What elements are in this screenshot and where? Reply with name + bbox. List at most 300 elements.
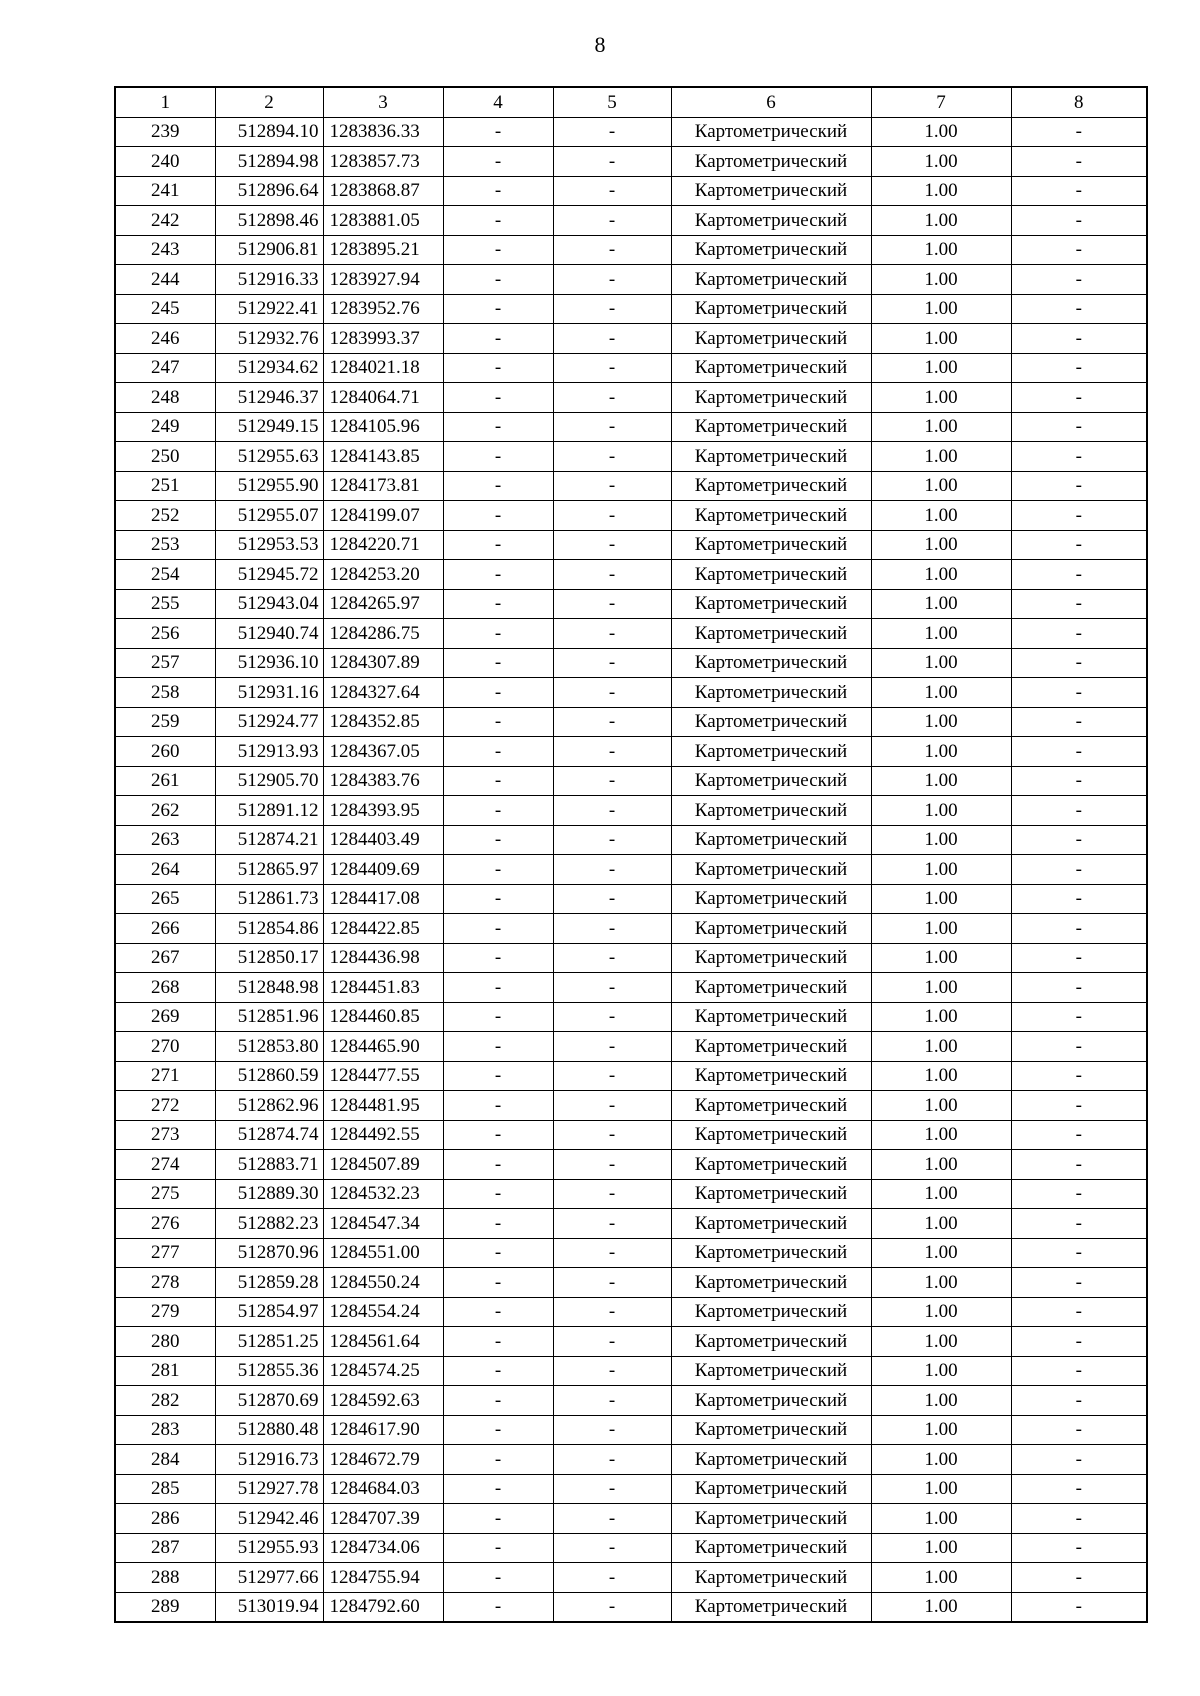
point-number-cell: 277 [115, 1238, 215, 1268]
column-8-cell: - [1011, 707, 1147, 737]
column-8-cell: - [1011, 914, 1147, 944]
column-5-cell: - [553, 1238, 671, 1268]
table-row [115, 1091, 1147, 1121]
table-row [115, 648, 1147, 678]
column-5-cell: - [553, 884, 671, 914]
column-5-cell: - [553, 471, 671, 501]
x-coordinate-cell: 512916.73 [215, 1445, 323, 1475]
column-5-cell: - [553, 176, 671, 206]
table-row [115, 1179, 1147, 1209]
table-row [115, 914, 1147, 944]
point-number-cell: 250 [115, 442, 215, 472]
y-coordinate-cell: 1283836.33 [323, 117, 443, 147]
x-coordinate-cell: 512870.69 [215, 1386, 323, 1416]
accuracy-cell: 1.00 [871, 117, 1011, 147]
y-coordinate-cell: 1284253.20 [323, 560, 443, 590]
point-number-cell: 246 [115, 324, 215, 354]
column-4-cell: - [443, 501, 553, 531]
column-4-cell: - [443, 825, 553, 855]
method-cell: Картометрический [671, 1061, 871, 1091]
method-cell: Картометрический [671, 1327, 871, 1357]
column-5-cell: - [553, 1268, 671, 1298]
y-coordinate-cell: 1284617.90 [323, 1415, 443, 1445]
y-coordinate-cell: 1283868.87 [323, 176, 443, 206]
x-coordinate-cell: 512940.74 [215, 619, 323, 649]
x-coordinate-cell: 512977.66 [215, 1563, 323, 1593]
column-header: 1 [115, 87, 215, 117]
accuracy-cell: 1.00 [871, 1327, 1011, 1357]
y-coordinate-cell: 1284286.75 [323, 619, 443, 649]
y-coordinate-cell: 1284551.00 [323, 1238, 443, 1268]
method-cell: Картометрический [671, 1091, 871, 1121]
column-8-cell: - [1011, 1592, 1147, 1622]
accuracy-cell: 1.00 [871, 501, 1011, 531]
column-8-cell: - [1011, 1091, 1147, 1121]
column-5-cell: - [553, 648, 671, 678]
accuracy-cell: 1.00 [871, 884, 1011, 914]
table-row [115, 383, 1147, 413]
table-row [115, 1150, 1147, 1180]
method-cell: Картометрический [671, 619, 871, 649]
table-row [115, 678, 1147, 708]
point-number-cell: 276 [115, 1209, 215, 1239]
method-cell: Картометрический [671, 501, 871, 531]
column-header: 5 [553, 87, 671, 117]
y-coordinate-cell: 1284417.08 [323, 884, 443, 914]
method-cell: Картометрический [671, 884, 871, 914]
x-coordinate-cell: 512924.77 [215, 707, 323, 737]
point-number-cell: 267 [115, 943, 215, 973]
accuracy-cell: 1.00 [871, 412, 1011, 442]
y-coordinate-cell: 1284105.96 [323, 412, 443, 442]
point-number-cell: 243 [115, 235, 215, 265]
column-8-cell: - [1011, 589, 1147, 619]
accuracy-cell: 1.00 [871, 471, 1011, 501]
column-4-cell: - [443, 884, 553, 914]
accuracy-cell: 1.00 [871, 1592, 1011, 1622]
method-cell: Картометрический [671, 1209, 871, 1239]
y-coordinate-cell: 1283927.94 [323, 265, 443, 295]
method-cell: Картометрический [671, 147, 871, 177]
accuracy-cell: 1.00 [871, 1268, 1011, 1298]
column-8-cell: - [1011, 1474, 1147, 1504]
method-cell: Картометрический [671, 1002, 871, 1032]
table-row [115, 1415, 1147, 1445]
point-number-cell: 244 [115, 265, 215, 295]
point-number-cell: 251 [115, 471, 215, 501]
accuracy-cell: 1.00 [871, 530, 1011, 560]
column-header: 3 [323, 87, 443, 117]
y-coordinate-cell: 1284460.85 [323, 1002, 443, 1032]
table-row [115, 1563, 1147, 1593]
accuracy-cell: 1.00 [871, 1238, 1011, 1268]
column-8-cell: - [1011, 1415, 1147, 1445]
column-header: 4 [443, 87, 553, 117]
y-coordinate-cell: 1284352.85 [323, 707, 443, 737]
point-number-cell: 253 [115, 530, 215, 560]
point-number-cell: 279 [115, 1297, 215, 1327]
table-row [115, 1268, 1147, 1298]
accuracy-cell: 1.00 [871, 383, 1011, 413]
table-row [115, 1445, 1147, 1475]
column-5-cell: - [553, 1592, 671, 1622]
accuracy-cell: 1.00 [871, 294, 1011, 324]
method-cell: Картометрический [671, 1386, 871, 1416]
method-cell: Картометрический [671, 412, 871, 442]
column-8-cell: - [1011, 1504, 1147, 1534]
method-cell: Картометрический [671, 1563, 871, 1593]
column-5-cell: - [553, 1386, 671, 1416]
method-cell: Картометрический [671, 1179, 871, 1209]
y-coordinate-cell: 1284561.64 [323, 1327, 443, 1357]
accuracy-cell: 1.00 [871, 973, 1011, 1003]
table-row [115, 707, 1147, 737]
table-row [115, 589, 1147, 619]
method-cell: Картометрический [671, 1445, 871, 1475]
method-cell: Картометрический [671, 1415, 871, 1445]
column-8-cell: - [1011, 1209, 1147, 1239]
method-cell: Картометрический [671, 383, 871, 413]
column-8-cell: - [1011, 796, 1147, 826]
x-coordinate-cell: 512862.96 [215, 1091, 323, 1121]
column-8-cell: - [1011, 737, 1147, 767]
y-coordinate-cell: 1283895.21 [323, 235, 443, 265]
x-coordinate-cell: 512906.81 [215, 235, 323, 265]
point-number-cell: 239 [115, 117, 215, 147]
y-coordinate-cell: 1284383.76 [323, 766, 443, 796]
x-coordinate-cell: 512853.80 [215, 1032, 323, 1062]
method-cell: Картометрический [671, 1297, 871, 1327]
column-5-cell: - [553, 1533, 671, 1563]
column-5-cell: - [553, 1002, 671, 1032]
x-coordinate-cell: 512945.72 [215, 560, 323, 590]
column-8-cell: - [1011, 1268, 1147, 1298]
column-5-cell: - [553, 1091, 671, 1121]
column-4-cell: - [443, 1002, 553, 1032]
y-coordinate-cell: 1284755.94 [323, 1563, 443, 1593]
x-coordinate-cell: 512922.41 [215, 294, 323, 324]
column-4-cell: - [443, 147, 553, 177]
x-coordinate-cell: 512883.71 [215, 1150, 323, 1180]
accuracy-cell: 1.00 [871, 1061, 1011, 1091]
point-number-cell: 271 [115, 1061, 215, 1091]
accuracy-cell: 1.00 [871, 1209, 1011, 1239]
column-4-cell: - [443, 471, 553, 501]
column-4-cell: - [443, 796, 553, 826]
table-row [115, 1002, 1147, 1032]
column-5-cell: - [553, 383, 671, 413]
table-row [115, 1386, 1147, 1416]
column-4-cell: - [443, 1592, 553, 1622]
point-number-cell: 252 [115, 501, 215, 531]
accuracy-cell: 1.00 [871, 235, 1011, 265]
column-4-cell: - [443, 1150, 553, 1180]
method-cell: Картометрический [671, 206, 871, 236]
point-number-cell: 269 [115, 1002, 215, 1032]
y-coordinate-cell: 1284684.03 [323, 1474, 443, 1504]
point-number-cell: 289 [115, 1592, 215, 1622]
column-4-cell: - [443, 1179, 553, 1209]
column-4-cell: - [443, 648, 553, 678]
point-number-cell: 288 [115, 1563, 215, 1593]
column-5-cell: - [553, 1150, 671, 1180]
column-4-cell: - [443, 914, 553, 944]
y-coordinate-cell: 1284393.95 [323, 796, 443, 826]
column-5-cell: - [553, 855, 671, 885]
column-8-cell: - [1011, 324, 1147, 354]
method-cell: Картометрический [671, 1120, 871, 1150]
table-row [115, 353, 1147, 383]
column-5-cell: - [553, 206, 671, 236]
x-coordinate-cell: 512882.23 [215, 1209, 323, 1239]
y-coordinate-cell: 1284021.18 [323, 353, 443, 383]
column-4-cell: - [443, 1474, 553, 1504]
table-row [115, 1238, 1147, 1268]
column-5-cell: - [553, 412, 671, 442]
column-4-cell: - [443, 560, 553, 590]
accuracy-cell: 1.00 [871, 1179, 1011, 1209]
point-number-cell: 265 [115, 884, 215, 914]
table-row [115, 412, 1147, 442]
column-5-cell: - [553, 943, 671, 973]
point-number-cell: 256 [115, 619, 215, 649]
method-cell: Картометрический [671, 442, 871, 472]
point-number-cell: 280 [115, 1327, 215, 1357]
method-cell: Картометрический [671, 648, 871, 678]
table-row [115, 1120, 1147, 1150]
point-number-cell: 254 [115, 560, 215, 590]
y-coordinate-cell: 1284550.24 [323, 1268, 443, 1298]
column-8-cell: - [1011, 678, 1147, 708]
x-coordinate-cell: 512854.97 [215, 1297, 323, 1327]
x-coordinate-cell: 512850.17 [215, 943, 323, 973]
table-row [115, 265, 1147, 295]
column-4-cell: - [443, 1327, 553, 1357]
column-8-cell: - [1011, 1356, 1147, 1386]
x-coordinate-cell: 512851.96 [215, 1002, 323, 1032]
table-row [115, 855, 1147, 885]
column-5-cell: - [553, 1179, 671, 1209]
column-8-cell: - [1011, 501, 1147, 531]
column-4-cell: - [443, 1563, 553, 1593]
point-number-cell: 278 [115, 1268, 215, 1298]
column-8-cell: - [1011, 560, 1147, 590]
column-4-cell: - [443, 1061, 553, 1091]
table-row [115, 294, 1147, 324]
y-coordinate-cell: 1283952.76 [323, 294, 443, 324]
table-row [115, 1356, 1147, 1386]
method-cell: Картометрический [671, 294, 871, 324]
column-5-cell: - [553, 1209, 671, 1239]
column-4-cell: - [443, 1209, 553, 1239]
column-4-cell: - [443, 1356, 553, 1386]
column-4-cell: - [443, 1386, 553, 1416]
column-5-cell: - [553, 973, 671, 1003]
y-coordinate-cell: 1284265.97 [323, 589, 443, 619]
table-row [115, 442, 1147, 472]
x-coordinate-cell: 512898.46 [215, 206, 323, 236]
y-coordinate-cell: 1284436.98 [323, 943, 443, 973]
table-row [115, 1592, 1147, 1622]
y-coordinate-cell: 1284064.71 [323, 383, 443, 413]
column-header: 6 [671, 87, 871, 117]
table-row [115, 324, 1147, 354]
method-cell: Картометрический [671, 1356, 871, 1386]
x-coordinate-cell: 512880.48 [215, 1415, 323, 1445]
column-8-cell: - [1011, 1327, 1147, 1357]
accuracy-cell: 1.00 [871, 560, 1011, 590]
method-cell: Картометрический [671, 766, 871, 796]
point-number-cell: 283 [115, 1415, 215, 1445]
table-row [115, 206, 1147, 236]
accuracy-cell: 1.00 [871, 678, 1011, 708]
accuracy-cell: 1.00 [871, 1297, 1011, 1327]
method-cell: Картометрический [671, 914, 871, 944]
column-5-cell: - [553, 324, 671, 354]
x-coordinate-cell: 512934.62 [215, 353, 323, 383]
accuracy-cell: 1.00 [871, 914, 1011, 944]
column-8-cell: - [1011, 884, 1147, 914]
column-5-cell: - [553, 1563, 671, 1593]
y-coordinate-cell: 1284199.07 [323, 501, 443, 531]
x-coordinate-cell: 512942.46 [215, 1504, 323, 1534]
y-coordinate-cell: 1284554.24 [323, 1297, 443, 1327]
point-number-cell: 285 [115, 1474, 215, 1504]
y-coordinate-cell: 1284143.85 [323, 442, 443, 472]
x-coordinate-cell: 512931.16 [215, 678, 323, 708]
accuracy-cell: 1.00 [871, 1563, 1011, 1593]
column-8-cell: - [1011, 1386, 1147, 1416]
column-5-cell: - [553, 117, 671, 147]
x-coordinate-cell: 512949.15 [215, 412, 323, 442]
column-4-cell: - [443, 1120, 553, 1150]
column-8-cell: - [1011, 1445, 1147, 1475]
point-number-cell: 262 [115, 796, 215, 826]
table-row [115, 1327, 1147, 1357]
method-cell: Картометрический [671, 324, 871, 354]
method-cell: Картометрический [671, 589, 871, 619]
x-coordinate-cell: 512894.10 [215, 117, 323, 147]
table-row [115, 117, 1147, 147]
column-8-cell: - [1011, 117, 1147, 147]
column-4-cell: - [443, 737, 553, 767]
column-4-cell: - [443, 1415, 553, 1445]
column-4-cell: - [443, 235, 553, 265]
accuracy-cell: 1.00 [871, 1504, 1011, 1534]
column-5-cell: - [553, 1061, 671, 1091]
column-4-cell: - [443, 973, 553, 1003]
column-5-cell: - [553, 1327, 671, 1357]
accuracy-cell: 1.00 [871, 1415, 1011, 1445]
column-4-cell: - [443, 324, 553, 354]
point-number-cell: 258 [115, 678, 215, 708]
y-coordinate-cell: 1283993.37 [323, 324, 443, 354]
column-header: 8 [1011, 87, 1147, 117]
column-8-cell: - [1011, 383, 1147, 413]
point-number-cell: 284 [115, 1445, 215, 1475]
column-8-cell: - [1011, 176, 1147, 206]
x-coordinate-cell: 512913.93 [215, 737, 323, 767]
column-4-cell: - [443, 1032, 553, 1062]
column-8-cell: - [1011, 1120, 1147, 1150]
y-coordinate-cell: 1283881.05 [323, 206, 443, 236]
column-8-cell: - [1011, 1150, 1147, 1180]
point-number-cell: 257 [115, 648, 215, 678]
method-cell: Картометрический [671, 707, 871, 737]
accuracy-cell: 1.00 [871, 265, 1011, 295]
accuracy-cell: 1.00 [871, 1091, 1011, 1121]
accuracy-cell: 1.00 [871, 442, 1011, 472]
x-coordinate-cell: 512932.76 [215, 324, 323, 354]
column-5-cell: - [553, 265, 671, 295]
y-coordinate-cell: 1283857.73 [323, 147, 443, 177]
accuracy-cell: 1.00 [871, 176, 1011, 206]
column-4-cell: - [443, 265, 553, 295]
coordinates-table [114, 86, 1148, 1623]
y-coordinate-cell: 1284792.60 [323, 1592, 443, 1622]
y-coordinate-cell: 1284492.55 [323, 1120, 443, 1150]
column-8-cell: - [1011, 294, 1147, 324]
point-number-cell: 272 [115, 1091, 215, 1121]
x-coordinate-cell: 512859.28 [215, 1268, 323, 1298]
column-5-cell: - [553, 678, 671, 708]
column-header: 7 [871, 87, 1011, 117]
x-coordinate-cell: 512905.70 [215, 766, 323, 796]
method-cell: Картометрический [671, 1474, 871, 1504]
column-4-cell: - [443, 353, 553, 383]
y-coordinate-cell: 1284481.95 [323, 1091, 443, 1121]
y-coordinate-cell: 1284422.85 [323, 914, 443, 944]
column-4-cell: - [443, 294, 553, 324]
x-coordinate-cell: 512865.97 [215, 855, 323, 885]
table-row [115, 176, 1147, 206]
method-cell: Картометрический [671, 1032, 871, 1062]
point-number-cell: 273 [115, 1120, 215, 1150]
column-8-cell: - [1011, 1297, 1147, 1327]
column-4-cell: - [443, 1445, 553, 1475]
column-8-cell: - [1011, 1563, 1147, 1593]
column-4-cell: - [443, 383, 553, 413]
y-coordinate-cell: 1284477.55 [323, 1061, 443, 1091]
column-8-cell: - [1011, 206, 1147, 236]
y-coordinate-cell: 1284403.49 [323, 825, 443, 855]
method-cell: Картометрический [671, 560, 871, 590]
column-4-cell: - [443, 855, 553, 885]
column-8-cell: - [1011, 353, 1147, 383]
y-coordinate-cell: 1284592.63 [323, 1386, 443, 1416]
accuracy-cell: 1.00 [871, 707, 1011, 737]
column-8-cell: - [1011, 648, 1147, 678]
column-4-cell: - [443, 1091, 553, 1121]
table-row [115, 796, 1147, 826]
column-4-cell: - [443, 117, 553, 147]
column-8-cell: - [1011, 1061, 1147, 1091]
y-coordinate-cell: 1284507.89 [323, 1150, 443, 1180]
table-row [115, 619, 1147, 649]
accuracy-cell: 1.00 [871, 796, 1011, 826]
accuracy-cell: 1.00 [871, 943, 1011, 973]
accuracy-cell: 1.00 [871, 147, 1011, 177]
table-row [115, 943, 1147, 973]
column-8-cell: - [1011, 1533, 1147, 1563]
x-coordinate-cell: 512870.96 [215, 1238, 323, 1268]
column-8-cell: - [1011, 147, 1147, 177]
point-number-cell: 270 [115, 1032, 215, 1062]
column-header: 2 [215, 87, 323, 117]
method-cell: Картометрический [671, 1533, 871, 1563]
column-8-cell: - [1011, 442, 1147, 472]
column-5-cell: - [553, 1415, 671, 1445]
